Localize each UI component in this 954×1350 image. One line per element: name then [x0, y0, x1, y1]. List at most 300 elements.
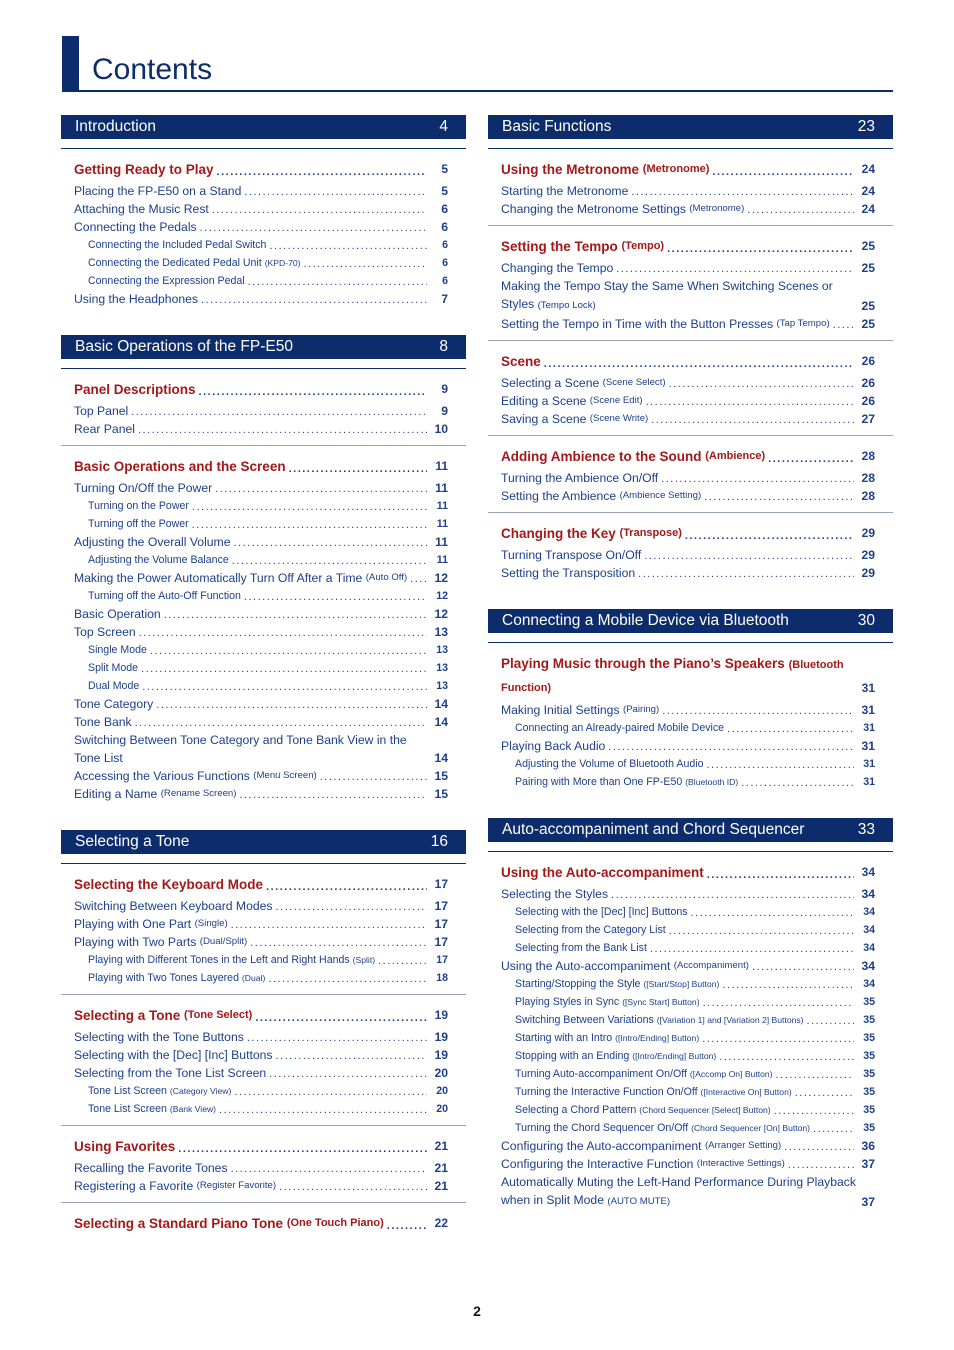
entry-note: ([Intro/Ending] Button) [632, 1051, 717, 1061]
entry-page: 12 [434, 607, 448, 621]
section-header[interactable] [61, 335, 466, 359]
entry-page: 11 [435, 535, 448, 549]
toc-entry-level-2[interactable] [501, 564, 875, 582]
toc-group [61, 864, 466, 995]
toc-entry-level-2[interactable] [74, 915, 448, 933]
toc-entry-level-2[interactable] [501, 1137, 875, 1155]
entry-title: Single Mode [88, 644, 147, 656]
leader-dots [215, 484, 427, 494]
entry-page: 34 [863, 942, 875, 954]
entry-page: 12 [436, 590, 448, 602]
entry-page: 7 [441, 292, 448, 306]
entry-title: Tone Category [74, 697, 154, 711]
section-header[interactable] [488, 818, 893, 842]
toc-group [488, 643, 893, 798]
entry-title: Using the Headphones [74, 292, 198, 306]
entry-title: Top Panel [74, 404, 129, 418]
toc-entry-level-2[interactable] [74, 479, 448, 497]
toc-entry-level-3[interactable] [74, 272, 448, 290]
section-title: Basic Operations of the FP-E50 [75, 338, 293, 355]
toc-entry-level-3[interactable] [74, 236, 448, 254]
leader-dots [795, 1088, 854, 1098]
entry-title: Starting with an Intro [515, 1032, 613, 1044]
toc-entry-level-2[interactable] [501, 277, 875, 315]
section-title: Connecting a Mobile Device via Bluetooth [502, 612, 789, 629]
toc-entry-level-2[interactable] [501, 487, 875, 505]
entry-title: Adjusting the Volume Balance [88, 554, 229, 566]
leader-dots [268, 974, 427, 984]
leader-dots [131, 407, 427, 417]
entry-title: Selecting the Keyboard Mode [74, 877, 264, 892]
entry-page: 11 [435, 481, 448, 495]
toc-entry-level-3[interactable] [74, 659, 448, 677]
entry-page: 21 [434, 1179, 448, 1193]
entry-note: (Scene Write) [589, 413, 649, 424]
toc-entry-level-1[interactable] [501, 523, 875, 544]
leader-dots [231, 920, 427, 930]
toc-entry-level-2[interactable] [74, 1159, 448, 1177]
leader-dots [156, 700, 427, 710]
toc-group [61, 1126, 466, 1203]
entry-note: (Ambience Setting) [619, 490, 702, 501]
toc-entry-level-3[interactable] [74, 515, 448, 533]
entry-title: Changing the Tempo [501, 261, 614, 275]
title-accent-bar [62, 36, 79, 91]
leader-dots [276, 1051, 428, 1061]
leader-dots [544, 359, 854, 369]
entry-note: (Ambience) [705, 450, 766, 462]
toc-entry-level-1[interactable] [74, 456, 448, 477]
toc-entry-level-2[interactable] [501, 1173, 875, 1211]
toc-group [61, 369, 466, 446]
entry-page: 21 [434, 1161, 448, 1175]
leader-dots [248, 277, 427, 287]
leader-dots [247, 1033, 427, 1043]
entry-title: Selecting the Styles [501, 887, 609, 901]
entry-page: 17 [434, 877, 448, 891]
leader-dots [644, 551, 854, 561]
entry-page: 18 [436, 972, 448, 984]
entry-page: 34 [863, 978, 875, 990]
toc-entry-level-3[interactable] [501, 903, 875, 921]
entry-title: Selecting with the Tone Buttons [74, 1030, 244, 1044]
right-column [488, 115, 893, 1238]
entry-page: 9 [441, 382, 448, 396]
leader-dots [244, 187, 427, 197]
leader-dots [199, 387, 427, 397]
entry-title: Scene [501, 354, 541, 369]
left-column [61, 115, 466, 1263]
section-page: 16 [430, 833, 448, 850]
toc-entry-level-3[interactable] [74, 677, 448, 695]
entry-title: Basic Operations and the Screen [74, 459, 286, 474]
toc-entry-level-1[interactable] [501, 446, 875, 467]
leader-dots [651, 415, 854, 425]
toc-entry-level-3[interactable] [74, 969, 448, 987]
entry-title: Starting/Stopping the Style [515, 978, 641, 990]
entry-page: 34 [861, 959, 875, 973]
toc-entry-level-3[interactable] [74, 551, 448, 569]
section-header[interactable] [61, 115, 466, 139]
toc-entry-level-1[interactable] [74, 1136, 448, 1157]
entry-title: Tone List Screen [88, 1085, 167, 1097]
entry-title: Setting the Ambience [501, 489, 617, 503]
entry-title: Turning the Chord Sequencer On/Off [515, 1122, 689, 1134]
entry-title: Registering a Favorite [74, 1179, 194, 1193]
toc-entry-level-3[interactable] [501, 1083, 875, 1101]
toc-entry-level-2[interactable] [501, 200, 875, 218]
toc-entry-level-3[interactable] [501, 993, 875, 1011]
entry-page: 25 [861, 299, 875, 313]
entry-note: (AUTO MUTE) [607, 1196, 671, 1207]
toc-entry-level-3[interactable] [74, 1100, 448, 1118]
entry-page: 5 [441, 184, 448, 198]
toc-entry-level-3[interactable] [74, 1082, 448, 1100]
entry-page: 29 [861, 566, 875, 580]
leader-dots [239, 790, 427, 800]
entry-note: ([Interactive On] Button) [700, 1087, 792, 1097]
toc-entry-level-1[interactable] [74, 1213, 448, 1234]
leader-dots [387, 1221, 427, 1231]
toc-entry-level-2[interactable] [74, 695, 448, 713]
entry-page: 35 [863, 1032, 875, 1044]
toc-entry-level-1[interactable] [501, 351, 875, 372]
entry-page: 6 [442, 275, 448, 287]
toc-entry-level-2[interactable] [74, 200, 448, 218]
entry-page: 13 [434, 625, 448, 639]
entry-note: (Scene Select) [602, 377, 666, 388]
toc-entry-level-3[interactable] [501, 1029, 875, 1047]
entry-title: Turning off the Auto-Off Function [88, 590, 241, 602]
section-title: Basic Functions [502, 118, 612, 135]
toc-section [61, 335, 466, 810]
toc-entry-level-2[interactable] [74, 1028, 448, 1046]
entry-title: Setting the Tempo [501, 239, 618, 254]
entry-title: Getting Ready to Play [74, 162, 214, 177]
toc-group [488, 513, 893, 589]
entry-page: 6 [442, 239, 448, 251]
toc-entry-level-2[interactable] [74, 623, 448, 641]
toc-entry-level-3[interactable] [501, 1101, 875, 1119]
entry-title: Using the Auto-accompaniment [501, 959, 671, 973]
entry-page: 25 [861, 317, 875, 331]
entry-note: ([Start/Stop] Button) [643, 979, 720, 989]
leader-dots [192, 520, 427, 530]
entry-page: 35 [863, 1050, 875, 1062]
toc-entry-level-1[interactable] [501, 862, 875, 883]
entry-note: (Single) [194, 918, 228, 929]
leader-dots [685, 531, 854, 541]
entry-title: Turning Transpose On/Off [501, 548, 642, 562]
entry-note: (Transpose) [619, 527, 682, 539]
page-number: 2 [473, 1303, 481, 1319]
toc-entry-level-2[interactable] [74, 897, 448, 915]
entry-page: 35 [863, 1014, 875, 1026]
toc-entry-level-1[interactable] [74, 379, 448, 400]
toc-entry-level-2[interactable] [501, 737, 875, 755]
entry-page: 31 [861, 739, 875, 753]
entry-page: 6 [442, 257, 448, 269]
leader-dots [269, 1069, 427, 1079]
entry-page: 19 [434, 1048, 448, 1062]
section-page: 8 [439, 338, 448, 355]
entry-page: 35 [863, 1068, 875, 1080]
entry-title: Changing the Key [501, 526, 616, 541]
entry-page: 21 [434, 1139, 448, 1153]
entry-title: Using the Auto-accompaniment [501, 865, 704, 880]
entry-page: 37 [861, 1195, 875, 1209]
section-title: Introduction [75, 118, 156, 135]
entry-note: (KPD-70) [264, 258, 301, 268]
entry-title: Stopping with an Ending [515, 1050, 630, 1062]
toc-entry-level-3[interactable] [501, 975, 875, 993]
entry-note: (Arranger Setting) [704, 1140, 782, 1151]
toc-entry-level-2[interactable] [501, 701, 875, 719]
toc-entry-level-1[interactable] [74, 874, 448, 895]
entry-page: 27 [861, 412, 875, 426]
entry-title: Selecting from the Bank List [515, 942, 647, 954]
toc-group [61, 995, 466, 1126]
leader-dots [138, 425, 427, 435]
entry-page: 35 [863, 1086, 875, 1098]
toc-entry-level-2[interactable] [74, 420, 448, 438]
entry-page: 35 [863, 1122, 875, 1134]
entry-title: Playing Styles in Sync [515, 996, 620, 1008]
entry-page: 24 [861, 202, 875, 216]
toc-entry-level-2[interactable] [74, 785, 448, 803]
entry-title: Making the Tempo Stay the Same When Switching Scenes or Styles [501, 279, 833, 311]
entry-page: 26 [861, 354, 875, 368]
leader-dots [833, 320, 854, 330]
leader-dots [231, 1164, 427, 1174]
toc-entry-level-2[interactable] [501, 315, 875, 333]
entry-page: 34 [863, 906, 875, 918]
toc-entry-level-2[interactable] [501, 546, 875, 564]
leader-dots [650, 944, 854, 954]
toc-entry-level-3[interactable] [501, 1047, 875, 1065]
leader-dots [722, 980, 854, 990]
leader-dots [201, 295, 427, 305]
entry-page: 20 [436, 1085, 448, 1097]
toc-entry-level-3[interactable] [74, 641, 448, 659]
entry-title: Adding Ambience to the Sound [501, 449, 702, 464]
entry-page: 28 [861, 471, 875, 485]
entry-page: 17 [434, 917, 448, 931]
leader-dots [727, 724, 854, 734]
entry-title: Switching Between Tone Category and Tone Bank View in the Tone List [74, 733, 407, 765]
leader-dots [703, 998, 854, 1008]
toc-entry-level-3[interactable] [501, 939, 875, 957]
entry-title: Configuring the Auto-accompaniment [501, 1139, 702, 1153]
toc-entry-level-2[interactable] [74, 569, 448, 587]
entry-page: 12 [434, 571, 448, 585]
toc-entry-level-2[interactable] [74, 1177, 448, 1195]
entry-page: 11 [435, 459, 448, 473]
entry-note: (Tone Select) [184, 1009, 253, 1021]
toc-group [488, 341, 893, 436]
entry-title: Tone Bank [74, 715, 132, 729]
leader-dots [807, 1016, 854, 1026]
entry-note: (Tempo Lock) [537, 300, 596, 311]
entry-title: Starting the Metronome [501, 184, 629, 198]
entry-title: Adjusting the Volume of Bluetooth Audio [515, 758, 704, 770]
section-header[interactable] [488, 115, 893, 139]
toc-entry-level-2[interactable] [74, 713, 448, 731]
entry-page: 31 [861, 681, 875, 695]
toc-entry-level-2[interactable] [74, 933, 448, 951]
toc-entry-level-1[interactable] [501, 159, 875, 180]
toc-section [488, 115, 893, 589]
toc-entry-level-2[interactable] [74, 767, 448, 785]
toc-entry-level-2[interactable] [74, 290, 448, 308]
entry-page: 6 [441, 202, 448, 216]
entry-note: (Rename Screen) [160, 788, 237, 799]
toc-entry-level-2[interactable] [501, 182, 875, 200]
toc-entry-level-1[interactable] [501, 236, 875, 257]
entry-page: 17 [436, 954, 448, 966]
entry-note: (Tap Tempo) [776, 318, 830, 329]
leader-dots [150, 646, 427, 656]
leader-dots [269, 241, 427, 251]
entry-page: 31 [863, 758, 875, 770]
entry-title: Turning the Ambience On/Off [501, 471, 659, 485]
entry-title: Switching Between Variations [515, 1014, 654, 1026]
toc-entry-level-3[interactable] [501, 921, 875, 939]
toc-section [488, 609, 893, 798]
entry-note: (Register Favorite) [196, 1180, 277, 1191]
leader-dots [234, 1087, 427, 1097]
leader-dots [774, 1106, 854, 1116]
entry-title-wrap [501, 1173, 857, 1211]
entry-title-wrap [74, 731, 430, 767]
toc-entry-level-2[interactable] [501, 1155, 875, 1173]
entry-note: ([Intro/Ending] Button) [615, 1033, 700, 1043]
toc-entry-level-3[interactable] [74, 497, 448, 515]
toc-entry-level-2[interactable] [501, 885, 875, 903]
entry-page: 10 [434, 422, 448, 436]
section-page: 30 [857, 612, 875, 629]
leader-dots [662, 706, 854, 716]
toc-entry-level-1[interactable] [501, 653, 875, 699]
toc-entry-level-3[interactable] [501, 773, 875, 791]
entry-title: Selecting a Chord Pattern [515, 1104, 637, 1116]
leader-dots [217, 167, 427, 177]
entry-title: Dual Mode [88, 680, 140, 692]
toc-entry-level-2[interactable] [501, 392, 875, 410]
toc-entry-level-3[interactable] [501, 719, 875, 737]
toc-entry-level-3[interactable] [501, 1011, 875, 1029]
entry-note: (Interactive Settings) [696, 1158, 785, 1169]
toc-entry-level-3[interactable] [74, 587, 448, 605]
entry-title: Setting the Transposition [501, 566, 636, 580]
entry-title: Selecting with the [Dec] [Inc] Buttons [515, 906, 688, 918]
toc-entry-level-2[interactable] [74, 533, 448, 551]
leader-dots [813, 1124, 854, 1134]
toc-entry-level-2[interactable] [501, 259, 875, 277]
leader-dots [702, 1034, 854, 1044]
entry-page: 20 [434, 1066, 448, 1080]
leader-dots [200, 223, 427, 233]
entry-title-wrap [501, 277, 857, 315]
entry-title: Selecting a Tone [74, 1008, 181, 1023]
toc-entry-level-2[interactable] [74, 218, 448, 236]
entry-title: Editing a Name [74, 787, 158, 801]
entry-note: (Pairing) [622, 704, 660, 715]
entry-page: 24 [861, 162, 875, 176]
entry-title: Turning Auto-accompaniment On/Off [515, 1068, 687, 1080]
leader-dots [266, 882, 427, 892]
entry-note: (Category View) [169, 1086, 232, 1096]
toc-group [488, 852, 893, 1218]
entry-title: Connecting the Pedals [74, 220, 197, 234]
entry-page: 24 [861, 184, 875, 198]
entry-page: 13 [436, 662, 448, 674]
entry-page: 31 [863, 776, 875, 788]
leader-dots [768, 454, 854, 464]
toc-entry-level-2[interactable] [74, 605, 448, 623]
toc-entry-level-2[interactable] [74, 182, 448, 200]
section-page: 4 [439, 118, 448, 135]
entry-title: Turning on the Power [88, 500, 189, 512]
entry-note: (Metronome) [689, 203, 745, 214]
toc-entry-level-1[interactable] [74, 1005, 448, 1026]
toc-entry-level-3[interactable] [74, 254, 448, 272]
entry-title: Playing with One Part [74, 917, 192, 931]
leader-dots [747, 205, 854, 215]
section-header[interactable] [61, 830, 466, 854]
entry-title: Making Initial Settings [501, 703, 620, 717]
toc-entry-level-3[interactable] [74, 951, 448, 969]
entry-title: Selecting from the Tone List Screen [74, 1066, 267, 1080]
toc-entry-level-2[interactable] [501, 410, 875, 428]
entry-title: Selecting with the [Dec] [Inc] Buttons [74, 1048, 273, 1062]
entry-title: Top Screen [74, 625, 136, 639]
entry-title: Selecting from the Category List [515, 924, 666, 936]
entry-note: ([Sync Start] Button) [622, 997, 700, 1007]
leader-dots [304, 259, 427, 269]
toc-entry-level-3[interactable] [501, 755, 875, 773]
toc-entry-level-2[interactable] [74, 1064, 448, 1082]
entry-title: Rear Panel [74, 422, 135, 436]
entry-title: Connecting the Expression Pedal [88, 275, 245, 287]
entry-page: 29 [861, 548, 875, 562]
entry-page: 5 [441, 162, 448, 176]
title-underline [62, 90, 893, 92]
entry-page: 13 [436, 680, 448, 692]
entry-note: (Bluetooth Function) [501, 659, 844, 694]
toc-entry-level-3[interactable] [501, 1119, 875, 1137]
toc-entry-level-2[interactable] [74, 731, 448, 767]
toc-entry-level-2[interactable] [501, 957, 875, 975]
entry-page: 25 [861, 261, 875, 275]
toc-entry-level-2[interactable] [74, 402, 448, 420]
entry-title: Connecting the Dedicated Pedal Unit [88, 257, 262, 269]
toc-group [488, 436, 893, 513]
leader-dots [669, 379, 854, 389]
entry-title: Saving a Scene [501, 412, 587, 426]
toc-section [61, 115, 466, 315]
entry-page: 34 [863, 924, 875, 936]
toc-entry-level-1[interactable] [74, 159, 448, 180]
toc-entry-level-3[interactable] [501, 1065, 875, 1083]
toc-entry-level-2[interactable] [501, 374, 875, 392]
leader-dots [192, 502, 427, 512]
toc-entry-level-2[interactable] [74, 1046, 448, 1064]
toc-entry-level-2[interactable] [501, 469, 875, 487]
section-header[interactable] [488, 609, 893, 633]
leader-dots [164, 610, 427, 620]
leader-dots [244, 592, 427, 602]
